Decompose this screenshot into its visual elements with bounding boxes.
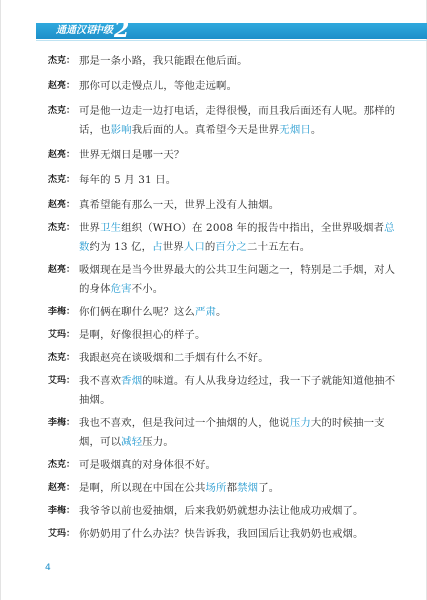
speaker-name: 李梅： <box>48 506 76 516</box>
line-text: 。 <box>216 306 227 318</box>
dialogue-turn <box>48 52 396 71</box>
line-text: 世界 <box>162 241 184 253</box>
line-text: 大的时候抽一支烟，可以 <box>79 417 385 448</box>
speaker-name: 杰克： <box>48 56 76 66</box>
volume-number: 2 <box>114 17 130 43</box>
speaker-name: 杰克： <box>48 175 76 185</box>
speaker-name: 杰克： <box>48 460 76 470</box>
dialogue-turn <box>48 502 396 521</box>
dialogue-line <box>79 456 396 475</box>
dialogue-turn <box>48 219 396 257</box>
speaker-name: 赵亮： <box>48 150 76 160</box>
line-text: 的 <box>204 241 216 253</box>
line-text: 是啊，所以现在中国在公共 <box>79 482 206 494</box>
speaker-name: 艾玛： <box>48 376 76 386</box>
vocab-highlight: 影响 <box>110 124 132 136</box>
speaker-name: 杰克： <box>48 353 76 363</box>
dialogue-line <box>79 525 396 544</box>
line-text: 我也不喜欢，但是我问过一个抽烟的人，他说 <box>79 417 290 429</box>
vocab-highlight: 香烟 <box>121 375 143 387</box>
header-rule <box>36 40 427 41</box>
dialogue-line <box>79 102 396 140</box>
vocab-highlight: 卫生 <box>100 222 122 234</box>
speaker-name: 赵亮： <box>48 265 76 275</box>
dialogue-turn <box>48 146 396 165</box>
dialogue-turn <box>48 525 396 544</box>
line-text: 可是吸烟真的对身体很不好。 <box>79 459 217 471</box>
line-text: 真希望能有那么一天，世界上没有人抽烟。 <box>79 199 280 211</box>
vocab-highlight: 无烟日 <box>279 124 311 136</box>
line-text: 你奶奶用了什么办法？快告诉我，我回国后让我奶奶也戒烟。 <box>79 528 364 540</box>
dialogue-line <box>79 52 396 71</box>
book-series-title: 通通汉语 <box>56 25 96 36</box>
line-text: 世界 <box>79 222 101 234</box>
dialogue-turn <box>48 326 396 345</box>
dialogue-turn <box>48 372 396 410</box>
dialogue-line <box>79 326 396 345</box>
dialogue <box>48 52 396 544</box>
speaker-name: 李梅： <box>48 418 76 428</box>
vocab-highlight: 压力 <box>289 417 311 429</box>
speaker-name: 赵亮： <box>48 81 76 91</box>
dialogue-turn <box>48 77 396 96</box>
speaker-name: 杰克： <box>48 223 76 233</box>
book-level: 中级 <box>93 25 113 36</box>
speaker-name: 赵亮： <box>48 200 76 210</box>
dialogue-turn <box>48 303 396 322</box>
line-text: 世界无烟日是哪一天？ <box>79 149 185 161</box>
dialogue-line <box>79 502 396 521</box>
vocab-highlight: 百分之 <box>215 241 248 253</box>
dialogue-line <box>79 479 396 498</box>
vocab-highlight: 减轻 <box>121 436 143 448</box>
dialogue-line <box>79 349 396 368</box>
line-text: 组织（WHO）在 2008 年的报告中指出，全世界吸烟者 <box>121 222 385 234</box>
vocab-highlight: 总数 <box>79 222 395 253</box>
vocab-highlight: 严肃 <box>194 306 217 318</box>
dialogue-turn <box>48 456 396 475</box>
dialogue-turn <box>48 349 396 368</box>
line-text: 我不喜欢 <box>79 375 122 387</box>
line-text: 约为 13 亿， <box>89 241 153 253</box>
line-text: 每年的 5 月 31 日。 <box>79 174 177 186</box>
dialogue-line <box>79 219 396 257</box>
speaker-name: 艾玛： <box>48 529 76 539</box>
dialogue-line <box>79 261 396 299</box>
dialogue-turn <box>48 479 396 498</box>
vocab-highlight: 禁烟 <box>237 482 259 494</box>
line-text: 那是一条小路，我只能跟在他后面。 <box>79 55 248 67</box>
line-text: 二十五左右。 <box>247 241 311 253</box>
vocab-highlight: 危害 <box>110 283 132 295</box>
speaker-name: 李梅： <box>48 307 76 317</box>
dialogue-line <box>79 146 396 165</box>
dialogue-turn <box>48 196 396 215</box>
line-text: 了。 <box>258 482 280 494</box>
dialogue-turn <box>48 414 396 452</box>
line-text: 。 <box>310 124 322 136</box>
dialogue-turn <box>48 102 396 140</box>
speaker-name: 赵亮： <box>48 483 76 493</box>
line-text: 吸烟现在是当今世界最大的公共卫生问题之一，特别是二手烟，对人的身体 <box>79 264 396 295</box>
dialogue-line <box>79 196 396 215</box>
dialogue-line <box>79 303 396 322</box>
line-text: 的味道。有人从我身边经过，我一下子就能知道他抽不抽烟。 <box>79 375 396 406</box>
line-text: 不小。 <box>131 283 164 295</box>
line-text: 我跟赵亮在谈吸烟和二手烟有什么不好。 <box>79 352 269 364</box>
dialogue-line <box>79 171 396 190</box>
speaker-name: 杰克： <box>48 106 76 116</box>
line-text: 那你可以走慢点儿，等他走远啊。 <box>79 80 238 92</box>
dialogue-line <box>79 372 396 410</box>
page-number: 4 <box>45 563 51 573</box>
line-text: 可是他一边走一边打电话，走得很慢，而且我后面还有人呢。那样的话，也 <box>79 105 396 136</box>
speaker-name: 艾玛： <box>48 330 76 340</box>
line-text: 你们俩在聊什么呢？这么 <box>79 306 195 318</box>
vocab-highlight: 占 <box>152 241 163 253</box>
line-text: 压力。 <box>142 436 174 448</box>
dialogue-turn <box>48 261 396 299</box>
dialogue-turn <box>48 171 396 190</box>
vocab-highlight: 场所 <box>205 482 227 494</box>
line-text: 我后面的人。真希望今天是世界 <box>131 124 280 136</box>
dialogue-line <box>79 414 396 452</box>
dialogue-line <box>79 77 396 96</box>
line-text: 是啊，好像很担心的样子。 <box>79 329 206 341</box>
line-text: 都 <box>226 482 238 494</box>
vocab-highlight: 人口 <box>183 241 205 253</box>
line-text: 我爷爷以前也爱抽烟，后来我奶奶就想办法让他成功戒烟了。 <box>79 505 364 517</box>
